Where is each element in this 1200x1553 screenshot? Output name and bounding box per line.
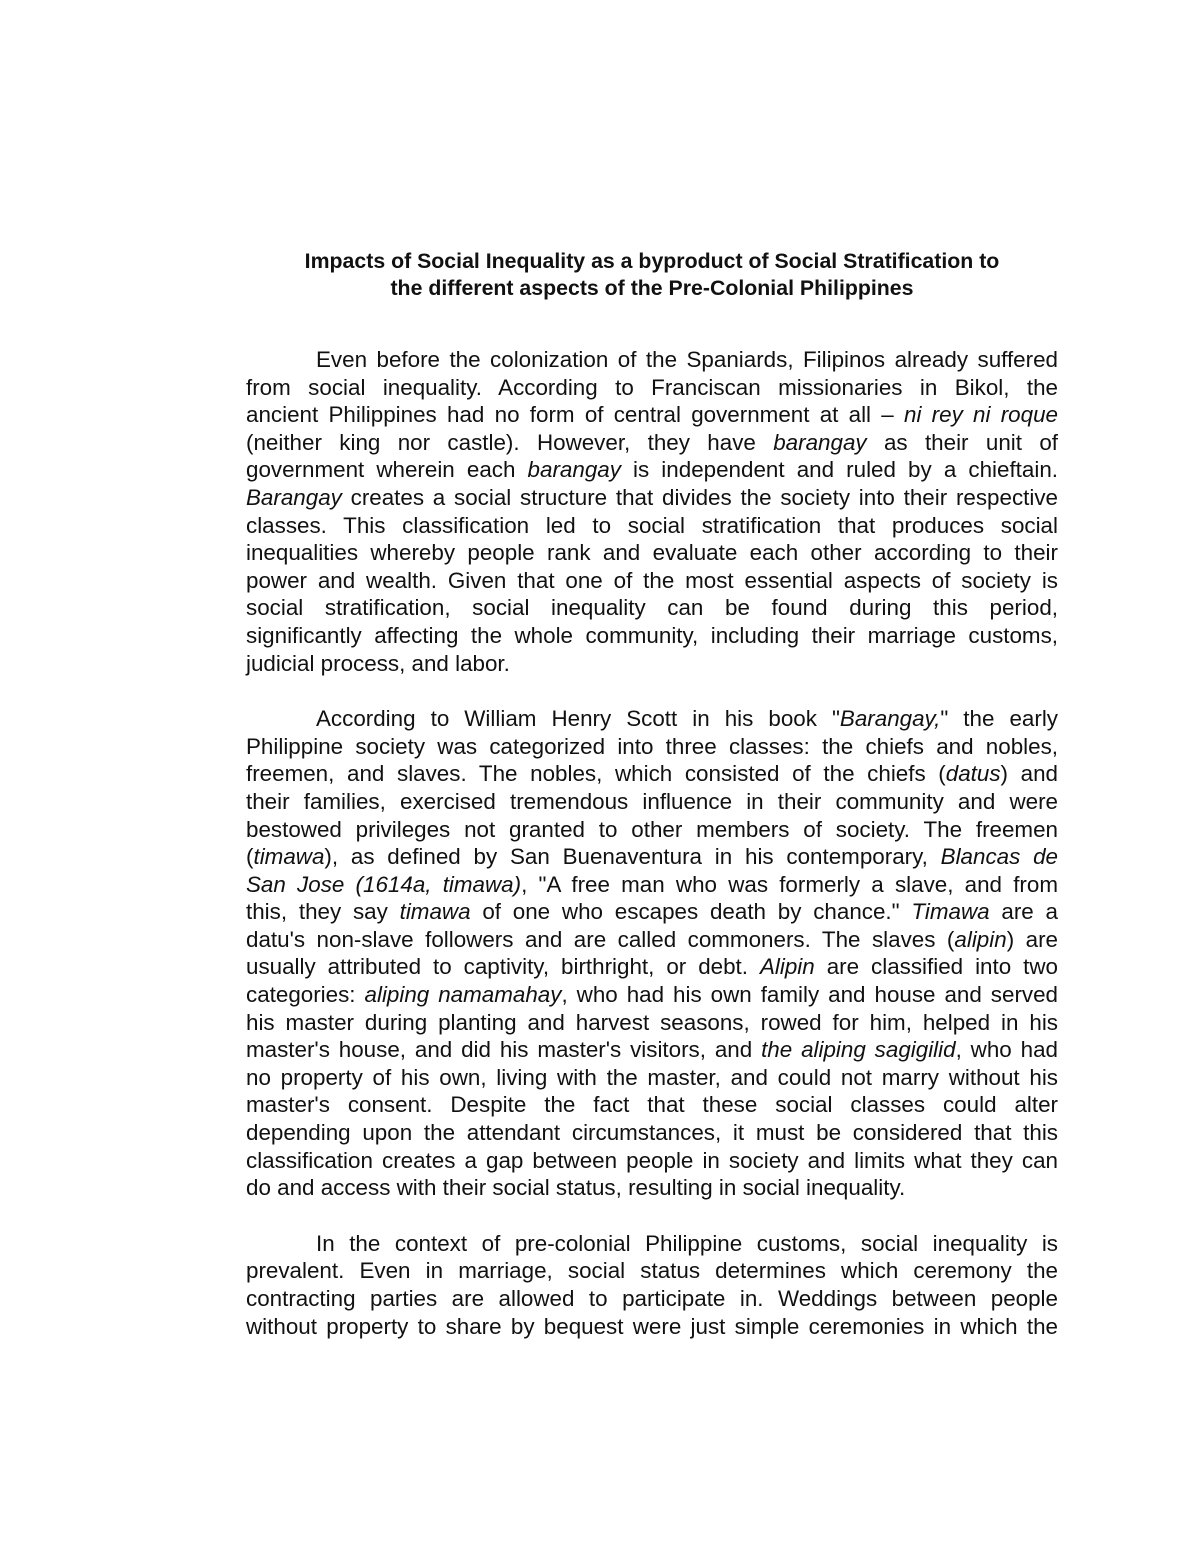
paragraph-line: social stratification, social inequality can be found during this period, [246,595,1058,621]
paragraph-line: his master during planting and harvest seasons, rowed for him, helped in his [246,1009,1058,1035]
document-page [246,248,1058,1340]
paragraph-line: this, they say timawa of one who escapes death by chance." Timawa are a [246,899,1058,925]
paragraph-line: Even before the colonization of the Spaniards, Filipinos already suffered [316,347,1058,372]
paragraph-line: power and wealth. Given that one of the most essential aspects of society is [246,567,1058,593]
paragraph-line: (neither king nor castle). However, they have barangay as their unit of [246,429,1058,455]
paragraph-line: government wherein each barangay is independent and ruled by a chieftain. [246,457,1058,483]
paragraph-line: from social inequality. According to Franciscan missionaries in Bikol, the [246,374,1058,400]
paragraph-line: prevalent. Even in marriage, social status determines which ceremony the [246,1258,1058,1284]
paragraph-line: usually attributed to captivity, birthright, or debt. Alipin are classified into two [246,954,1058,980]
title-line-2: the different aspects of the Pre-Colonial Philippines [390,276,914,300]
paragraph-line: no property of his own, living with the master, and could not marry without his [246,1064,1058,1090]
paragraph-line: do and access with their social status, resulting in social inequality. [246,1175,906,1201]
paragraph-line: without property to share by bequest were just simple ceremonies in which the [246,1313,1058,1339]
paragraph-2 [246,705,1058,1202]
document-title [246,248,1058,302]
paragraph-line: contracting parties are allowed to participate in. Weddings between people [246,1286,1058,1311]
paragraph-line: datu's non-slave followers and are called commoners. The slaves (alipin) are [246,926,1058,952]
paragraph-line: bestowed privileges not granted to other members of society. The freemen [246,816,1058,842]
paragraph-line: According to William Henry Scott in his book "Barangay," the early [316,706,1058,732]
paragraph-line: significantly affecting the whole community, including their marriage customs, [246,622,1058,648]
paragraph-line: classes. This classification led to social stratification that produces social [246,512,1058,538]
paragraph-line: freemen, and slaves. The nobles, which consisted of the chiefs (datus) and [246,761,1058,787]
paragraph-line: Philippine society was categorized into three classes: the chiefs and nobles, [246,733,1058,759]
paragraph-line: In the context of pre-colonial Philippine customs, social inequality is [316,1230,1058,1256]
paragraph-line: Barangay creates a social structure that divides the society into their respective [246,484,1058,510]
paragraph-3 [246,1230,1058,1340]
paragraph-line: master's house, and did his master's visitors, and the aliping sagigilid, who had [246,1037,1058,1063]
paragraph-line: their families, exercised tremendous influence in their community and were [246,788,1058,814]
title-line-1: Impacts of Social Inequality as a byproduct of Social Stratification to [304,249,1000,273]
paragraph-line: San Jose (1614a, timawa), "A free man who was formerly a slave, and from [246,871,1058,897]
paragraph-line: ancient Philippines had no form of central government at all – ni rey ni roque [246,402,1058,428]
paragraph-line: categories: aliping namamahay, who had his own family and house and served [246,982,1059,1008]
paragraph-line: judicial process, and labor. [246,650,510,676]
paragraph-1 [246,346,1058,677]
paragraph-line: inequalities whereby people rank and evaluate each other according to their [246,540,1058,566]
paragraph-line: (timawa), as defined by San Buenaventura in his contemporary, Blancas de [246,844,1058,870]
paragraph-line: depending upon the attendant circumstances, it must be considered that this [246,1120,1058,1146]
paragraph-line: master's consent. Despite the fact that these social classes could alter [246,1092,1058,1118]
paragraph-line: classification creates a gap between people in society and limits what they can [246,1147,1058,1173]
